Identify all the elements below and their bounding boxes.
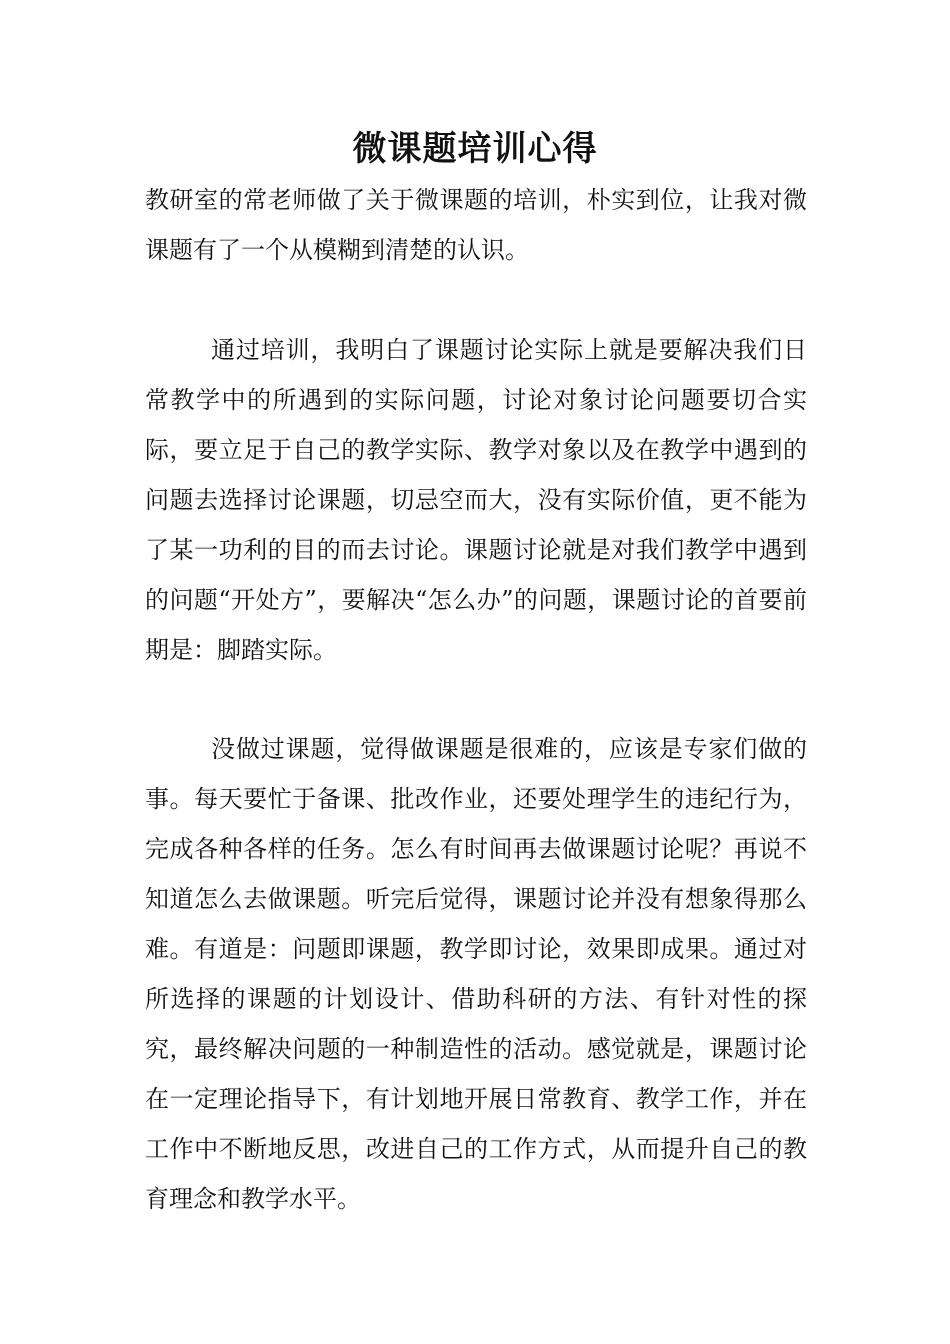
paragraph-training-insight: 通过培训，我明白了课题讨论实际上就是要解决我们日常教学中的所遇到的实际问题，讨论对象讨论问题要切合实际，要立足于自己的教学实际、教学对象以及在教学中遇到的问题去选择讨论课题，切忌空而大，没有实际价值，更不能为了某一功利的目的而去讨论。课题讨论就是对我们教学中遇到的问题“开处方”，要解决“怎么办”的问题，课题讨论的首要前期是：脚踏实际。 xyxy=(145,336,807,664)
paragraph-reflection: 没做过课题，觉得做课题是很难的，应该是专家们做的事。每天要忙于备课、批改作业，还要处理学生的违纪行为，完成各种各样的任务。怎么有时间再去做课题讨论呢？再说不知道怎么去做课题。听完后觉得，课题讨论并没有想象得那么难。有道是：问题即课题，教学即讨论，效果即成果。通过对所选择的课题的计划设计、借助科研的方法、有针对性的探究，最终解决问题的一种制造性的活动。感觉就是，课题讨论在一定理论指导下，有计划地开展日常教育、教学工作，并在工作中不断地反思，改进自己的工作方式，从而提升自己的教育理念和教学水平。 xyxy=(145,735,807,1213)
document-title: 微课题培训心得 xyxy=(352,129,598,169)
paragraph-intro: 教研室的常老师做了关于微课题的培训，朴实到位，让我对微课题有了一个从模糊到清楚的认识。 xyxy=(145,186,807,264)
